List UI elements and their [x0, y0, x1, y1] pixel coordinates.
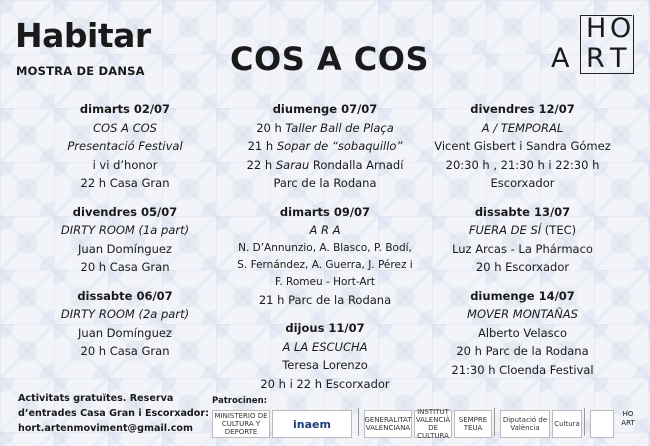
event-line: Juan Domínguez — [78, 325, 172, 340]
booking-note: Activitats gratuïtes. Reserva d’entrades Casa Gran i Escorxador: hort.artenmoviment@gmail.com — [18, 393, 209, 434]
event-line: F. Romeu - Hort-Art — [274, 275, 375, 288]
sponsor-divider — [358, 408, 359, 436]
event-show: A / TEMPORAL — [481, 120, 564, 135]
event-day: divendres 12/07 — [470, 102, 575, 116]
event-line: 21:30 h Cloenda Festival — [451, 362, 594, 377]
event-line: i vi d’honor — [92, 157, 158, 172]
event-place: Parc de la Rodana — [273, 176, 377, 190]
event-day: dimarts 09/07 — [279, 204, 371, 219]
sponsor-divider — [494, 408, 495, 436]
contact-email: hort.artenmoviment@gmail.com — [18, 423, 193, 434]
event-block — [20, 287, 230, 361]
brand-title: Habitar — [15, 16, 151, 55]
hort-art-logo — [548, 15, 634, 77]
event-block — [415, 100, 630, 193]
event-block — [415, 203, 630, 277]
sponsor-sempre-teua-logo: SEMPRE TEUA — [454, 410, 492, 438]
sponsor-generalitat-logo: GENERALITAT VALENCIANA — [364, 410, 412, 438]
event-time: 21 h Parc de la Rodana — [258, 292, 392, 307]
event-line: S. Fernández, A. Guerra, J. Pérez i — [237, 258, 413, 271]
event-block — [20, 203, 230, 277]
main-title: COS A COS — [230, 40, 430, 78]
event-show: A R A — [309, 223, 341, 237]
logo-letter: R — [586, 43, 605, 74]
event-show: DIRTY ROOM (1a part) — [60, 223, 190, 237]
event-line: Teresa Lorenzo — [282, 358, 368, 372]
sponsor-inaem-logo: inaem — [272, 410, 352, 438]
logo-letter: A — [551, 43, 570, 74]
sponsor-divider — [584, 408, 585, 436]
schedule-column-1 — [20, 100, 230, 371]
logo-letter: H — [586, 13, 607, 44]
event-day: dijous 11/07 — [285, 321, 365, 335]
event-day: diumenge 07/07 — [272, 102, 378, 116]
event-block — [20, 100, 230, 193]
sponsor-ministerio-logo: MINISTERIO DE CULTURA Y DEPORTE — [212, 410, 270, 438]
event-line: 20:30 h , 21:30 h i 22:30 h — [445, 157, 600, 172]
event-show: COS A COS — [93, 120, 157, 135]
event-day: dissabte 13/07 — [474, 204, 571, 219]
event-block — [220, 203, 430, 310]
event-day: divendres 05/07 — [72, 204, 178, 219]
event-block — [220, 100, 430, 193]
event-line: 20 h Casa Gran — [80, 344, 170, 358]
event-line: 20 h i 22 h Escorxador — [260, 376, 390, 391]
event-block — [415, 287, 630, 380]
event-line: 22 h Sarau Rondalla Arnadí — [246, 157, 404, 172]
logo-letter: O — [610, 13, 632, 44]
schedule-column-2 — [220, 100, 430, 403]
event-day: diumenge 14/07 — [470, 288, 575, 303]
event-line: 20 h Taller Ball de Plaça — [256, 120, 394, 135]
sponsor-ivc-logo: INSTITUT VALENCIÀ DE CULTURA — [415, 408, 451, 440]
event-show: DIRTY ROOM (2a part) — [60, 307, 190, 321]
sponsors-label: Patrocinen: — [212, 396, 268, 406]
event-line: Presentació Festival — [67, 139, 183, 153]
event-day: dimarts 02/07 — [79, 102, 171, 116]
event-line: Juan Domínguez — [78, 241, 172, 256]
logo-letter: T — [610, 43, 627, 74]
event-show: A LA ESCUCHA — [282, 339, 368, 354]
event-block — [220, 319, 430, 393]
sponsor-cultura-logo: Cultura — [552, 410, 582, 438]
event-line: Luz Arcas - La Phármaco — [452, 241, 593, 256]
sponsor-diputacio-logo: Diputació de València — [500, 410, 550, 438]
brand-subtitle: MOSTRA DE DANSA — [16, 64, 145, 78]
event-line: 20 h Parc de la Rodana — [456, 344, 589, 358]
event-line: Escorxador — [490, 176, 555, 190]
event-line: 22 h Casa Gran — [80, 176, 170, 190]
event-line: N. D’Annunzio, A. Blasco, P. Bodí, — [238, 241, 412, 254]
hort-art-small-logo: HO ART — [621, 410, 635, 427]
event-show-line: FUERA DE SÍ (TEC) — [468, 223, 577, 237]
schedule-column-3 — [415, 100, 630, 389]
event-show: MOVER MONTAÑAS — [467, 307, 578, 321]
event-day: dissabte 06/07 — [77, 288, 173, 303]
municipal-crest-icon — [590, 410, 614, 438]
event-line: 20 h Casa Gran — [80, 260, 170, 274]
event-line: 21 h Sopar de “sobaquillo” — [247, 139, 403, 153]
event-line: Alberto Velasco — [477, 325, 567, 340]
event-line: Vicent Gisbert i Sandra Gómez — [434, 139, 611, 153]
event-line: 20 h Escorxador — [475, 260, 570, 274]
